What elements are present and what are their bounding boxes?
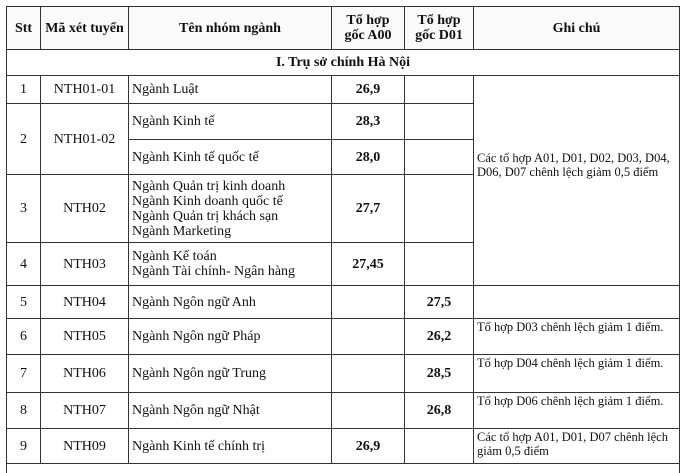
table-row (7, 429, 680, 464)
table-row (7, 393, 680, 429)
code-cell: NTH02 (41, 175, 129, 243)
stt-cell: 7 (7, 355, 41, 393)
note-cell (474, 286, 680, 319)
a00-score-cell (332, 355, 405, 393)
stt-cell: 5 (7, 286, 41, 319)
section-title: I. Trụ sở chính Hà Nội (7, 50, 680, 76)
table-row (7, 76, 680, 104)
code-cell: NTH03 (41, 243, 129, 286)
name-cell: Ngành Kinh tế (129, 104, 332, 140)
header-code: Mã xét tuyển (41, 7, 129, 50)
name-cell: Ngành Quản trị kinh doanh Ngành Kinh doanh quốc tế Ngành Quản trị khách sạn Ngành Marketing (129, 175, 332, 243)
stt-cell: 3 (7, 175, 41, 243)
note-cell-shared: Các tổ hợp A01, D01, D02, D03, D04, D06, D07 chênh lệch giảm 0,5 điểm (474, 76, 680, 286)
d01-score-cell (405, 104, 474, 140)
d01-score-cell: 26,8 (405, 393, 474, 429)
code-cell: NTH06 (41, 355, 129, 393)
header-note: Ghi chú (474, 7, 680, 50)
admission-score-table (6, 6, 680, 473)
header-d01: Tổ hợp gốc D01 (405, 7, 474, 50)
stt-cell: 4 (7, 243, 41, 286)
code-cell: NTH07 (41, 393, 129, 429)
name-cell: Ngành Ngôn ngữ Pháp (129, 319, 332, 355)
d01-score-cell (405, 429, 474, 464)
d01-score-cell (405, 76, 474, 104)
note-cell: Tổ hợp D04 chênh lệch giảm 1 điểm. (474, 355, 680, 393)
name-cell: Ngành Luật (129, 76, 332, 104)
note-cell: Các tổ hợp A01, D01, D07 chênh lệch giảm 0,5 điểm (474, 429, 680, 464)
note-cell: Tổ hợp D06 chênh lệch giảm 1 điểm. (474, 393, 680, 429)
name-cell: Ngành Kinh tế chính trị (129, 429, 332, 464)
code-cell: NTH05 (41, 319, 129, 355)
d01-score-cell: 28,5 (405, 355, 474, 393)
table-row (7, 286, 680, 319)
a00-score-cell: 28,0 (332, 140, 405, 175)
name-cell: Ngành Ngôn ngữ Anh (129, 286, 332, 319)
d01-score-cell (405, 175, 474, 243)
d01-score-cell: 27,5 (405, 286, 474, 319)
header-name: Tên nhóm ngành (129, 7, 332, 50)
stt-cell: 8 (7, 393, 41, 429)
header-row (7, 7, 680, 50)
a00-score-cell: 27,45 (332, 243, 405, 286)
note-cell: Tổ hợp D03 chênh lệch giảm 1 điểm. (474, 319, 680, 355)
stt-cell: 1 (7, 76, 41, 104)
stt-cell: 2 (7, 104, 41, 175)
header-stt: Stt (7, 7, 41, 50)
a00-score-cell: 26,9 (332, 429, 405, 464)
d01-score-cell (405, 140, 474, 175)
stt-cell: 9 (7, 429, 41, 464)
header-a00: Tổ hợp gốc A00 (332, 7, 405, 50)
code-cell: NTH09 (41, 429, 129, 464)
name-cell: Ngành Ngôn ngữ Nhật (129, 393, 332, 429)
a00-score-cell: 28,3 (332, 104, 405, 140)
a00-score-cell (332, 286, 405, 319)
name-cell: Ngành Ngôn ngữ Trung (129, 355, 332, 393)
stt-cell: 6 (7, 319, 41, 355)
d01-score-cell (405, 243, 474, 286)
table-row (7, 319, 680, 355)
table-continuation (7, 464, 680, 473)
a00-score-cell: 27,7 (332, 175, 405, 243)
d01-score-cell: 26,2 (405, 319, 474, 355)
code-cell: NTH01-01 (41, 76, 129, 104)
a00-score-cell (332, 393, 405, 429)
name-cell: Ngành Kế toán Ngành Tài chính- Ngân hàng (129, 243, 332, 286)
code-cell: NTH01-02 (41, 104, 129, 175)
name-cell: Ngành Kinh tế quốc tế (129, 140, 332, 175)
table-row (7, 355, 680, 393)
a00-score-cell (332, 319, 405, 355)
code-cell: NTH04 (41, 286, 129, 319)
a00-score-cell: 26,9 (332, 76, 405, 104)
